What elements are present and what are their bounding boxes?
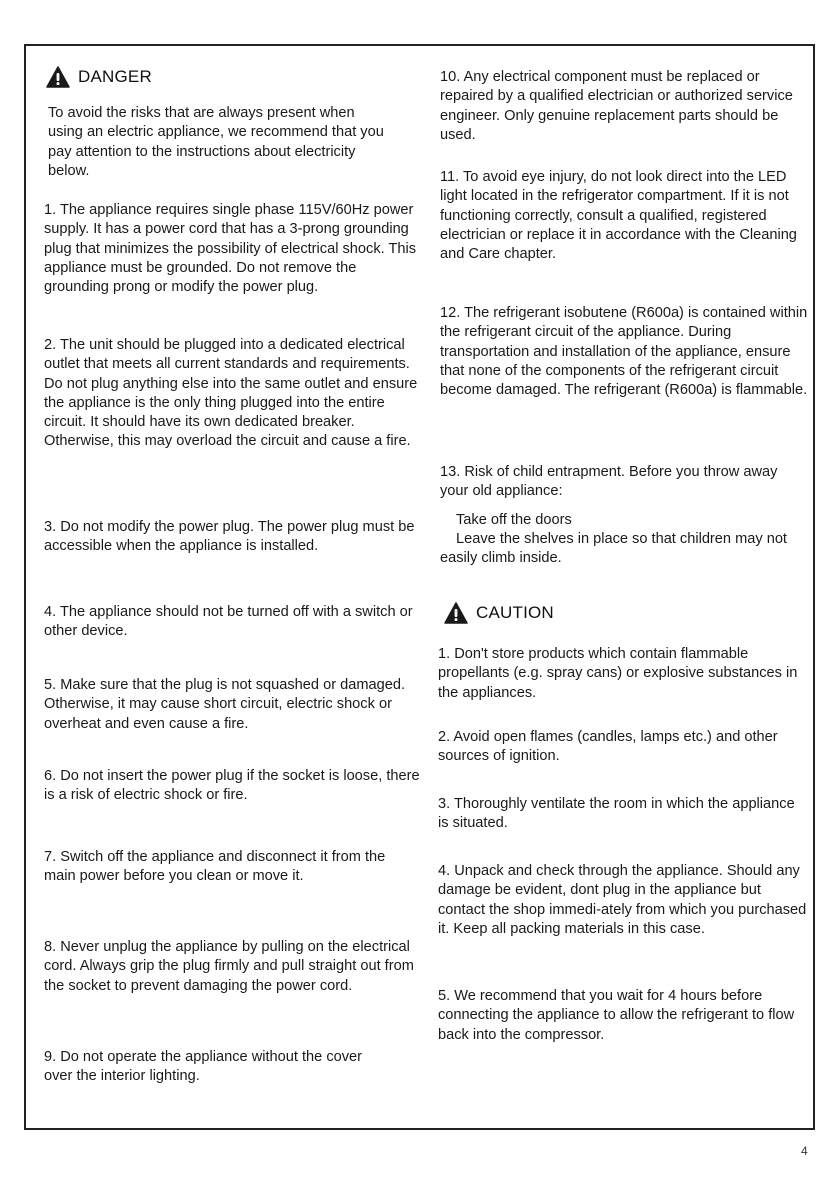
danger-item-11: 11. To avoid eye injury, do not look direct into the LED light located in the refrigerator compartment. If it is not functioning correctly, consult a qualified, registered electrician or replace it in accordance with the Cleaning and Care chapter. [440, 169, 797, 263]
caution-label: CAUTION [476, 603, 554, 622]
danger-intro: To avoid the risks that are always present when using an electric appliance, we recommend that you pay attention to the instructions about electricity below. [48, 105, 384, 179]
caution-item-5: 5. We recommend that you wait for 4 hours before connecting the appliance to allow the refrigerant to flow back into the compressor. [438, 988, 795, 1043]
danger-subitem-2: Leave the shelves in place so that children may not easily climb inside. [440, 531, 787, 567]
page-number: 4 [801, 1144, 808, 1158]
danger-label: DANGER [78, 67, 152, 86]
page-frame [24, 44, 815, 1130]
warning-icon [444, 602, 468, 624]
caution-item-1: 1. Don't store products which contain flammable propellants (e.g. spray cans) or explosive substances in the appliances. [438, 646, 798, 701]
danger-item-12: 12. The refrigerant isobutene (R600a) is contained within the refrigerant circuit of the appliance. During transportation and installation of the appliance, ensure that none of the components of the refrigerant circuit become damaged. The refrigerant (R600a) is flammable. [440, 305, 808, 399]
danger-item-13: 13. Risk of child entrapment. Before you throw away your old appliance: [440, 464, 778, 500]
caution-item-4: 4. Unpack and check through the appliance. Should any damage be evident, dont plug in the appliance but contact the shop immedi-ately from which you purchased it. Keep all packing materials in this case. [438, 863, 807, 937]
danger-subitem-1: Take off the doors [456, 512, 572, 528]
danger-heading [46, 66, 152, 88]
danger-item-7: 7. Switch off the appliance and disconnect it from the main power before you clean or move it. [44, 849, 386, 885]
danger-item-9: 9. Do not operate the appliance without the cover over the interior lighting. [44, 1049, 363, 1085]
danger-item-3: 3. Do not modify the power plug. The power plug must be accessible when the appliance is installed. [44, 519, 415, 555]
danger-item-4: 4. The appliance should not be turned off with a switch or other device. [44, 604, 413, 640]
danger-item-5: 5. Make sure that the plug is not squashed or damaged. Otherwise, it may cause short circuit, electric shock or overheat and even cause a fire. [44, 677, 406, 732]
danger-item-8: 8. Never unplug the appliance by pulling on the electrical cord. Always grip the plug firmly and pull straight out from the socket to prevent damaging the power cord. [44, 939, 414, 994]
caution-item-2: 2. Avoid open flames (candles, lamps etc.) and other sources of ignition. [438, 729, 778, 765]
warning-icon [46, 66, 70, 88]
danger-item-1: 1. The appliance requires single phase 115V/60Hz power supply. It has a power cord that has a 3-prong grounding plug that minimizes the possibility of electrical shock. This appliance must be grounded. Do not remove the grounding prong or modify the power plug. [44, 202, 417, 296]
caution-heading [444, 602, 554, 624]
danger-item-10: 10. Any electrical component must be replaced or repaired by a qualified electrician or authorized service engineer. Only genuine replacement parts should be used. [440, 69, 793, 143]
danger-item-6: 6. Do not insert the power plug if the socket is loose, there is a risk of electric shock or fire. [44, 768, 420, 804]
danger-item-2: 2. The unit should be plugged into a dedicated electrical outlet that meets all current standards and requirements. Do not plug anything else into the same outlet and ensure the appliance is the only thing plugged into the entire circuit. It should have its own dedicated breaker. Otherwise, this may overload the circuit and cause a fire. [44, 337, 418, 450]
caution-item-3: 3. Thoroughly ventilate the room in which the appliance is situated. [438, 796, 795, 832]
